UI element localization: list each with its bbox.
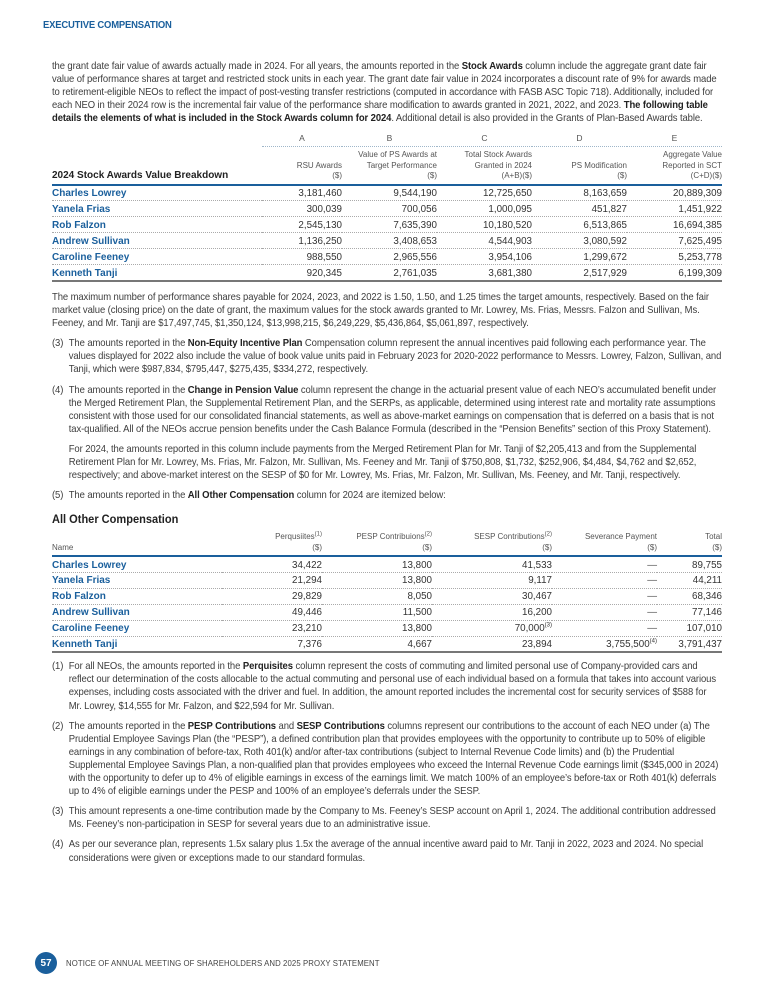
cell-value: 3,791,437 (657, 636, 722, 652)
table-row (52, 201, 722, 217)
cell-value: 16,694,385 (627, 217, 722, 233)
cell-value: — (552, 604, 657, 620)
page-number-badge: 57 (35, 952, 57, 974)
table-row (52, 217, 722, 233)
table-row (52, 572, 722, 588)
cell-value: 49,446 (222, 604, 322, 620)
cell-value: 70,000$^{(3)}$ (432, 620, 552, 636)
column-header: Total ($) (657, 529, 722, 556)
executive-name: Yanela Frias (52, 201, 262, 217)
column-letters-row (52, 133, 722, 147)
cell-value: 1,000,095 (437, 201, 532, 217)
executive-name: Charles Lowrey (52, 556, 222, 572)
cell-value: 300,039 (262, 201, 342, 217)
intro-text: . Additional detail is also provided in the Grants of Plan-Based Awards table. (391, 113, 703, 125)
footnote (52, 660, 722, 712)
table-row (52, 249, 722, 265)
cell-value: 9,544,190 (342, 185, 437, 201)
cell-value: 4,544,903 (437, 233, 532, 249)
cell-value: 7,376 (222, 636, 322, 652)
note-4-subparagraph: For 2024, the amounts reported in this column include payments from the Merged Retirement Plan for Mr. Tanji of $2,205,413 and from the Supplemental Retirement Plan for Mr. Lowrey, Ms. Frias, Mr. Falzon, Mr. Sullivan, Ms. Feeney and Mr. Tanji of $750,808, $1,732, $252,906, $4,484, $4,762 and $2,652, respectively; and above-market interest on the SESP of $0 for Mr. Lowrey, Ms. Frias, Mr. Falzon, Mr. Sullivan, Ms. Feeney, and Mr. Tanji, respectively. (68, 443, 697, 482)
column-header: Total Stock Awards Granted in 2024 (A+B)($) (437, 147, 532, 185)
cell-value: 41,533 (432, 556, 552, 572)
cell-value: 2,761,035 (342, 265, 437, 281)
executive-name: Rob Falzon (52, 588, 222, 604)
footnote-text: Perquisites (242, 661, 293, 673)
intro-paragraph (52, 60, 722, 125)
footer-title: NOTICE OF ANNUAL MEETING OF SHAREHOLDERS AND 2025 PROXY STATEMENT (66, 958, 380, 968)
cell-value: 6,199,309 (627, 265, 722, 281)
column-letter: C (437, 133, 532, 147)
table-row (52, 604, 722, 620)
intro-text: the grant date fair value of awards actually made in 2024. For all years, the amounts reported in the (52, 61, 462, 72)
table-row (52, 185, 722, 201)
cell-value: 9,117 (432, 572, 552, 588)
footnote (52, 720, 722, 799)
footnote-number: (3) (52, 806, 64, 818)
cell-value: 13,800 (322, 556, 432, 572)
executive-name: Rob Falzon (52, 217, 262, 233)
footnote-text: Compensation column represent the annual incentives paid following each performance year. The values displayed for 2022 also include the value of book value units paid in February 2023 for 2020-2022 performance to Messrs. Lowrey, Falzon, Sullivan, and Tanji, which were $987,834, $795,447, $275,435, $334,272, respectively. (68, 338, 722, 376)
footnote-text: The amounts reported in the (68, 384, 188, 396)
cell-value: 3,681,380 (437, 265, 532, 281)
cell-value: 29,829 (222, 588, 322, 604)
cell-value: 451,827 (532, 201, 627, 217)
table-header-row (52, 529, 722, 556)
footnote-number: (5) (52, 490, 64, 502)
footnote-number: (3) (52, 338, 64, 350)
intro-bold: The following table details the elements of what is included in the Stock Awards column for 2024 (52, 100, 708, 125)
table-row (52, 556, 722, 572)
cell-value: 920,345 (262, 265, 342, 281)
cell-value: 11,500 (322, 604, 432, 620)
column-header: SESP Contributions$^{(2)}$ ($) (432, 529, 552, 556)
table-row (52, 620, 722, 636)
executive-name: Kenneth Tanji (52, 265, 262, 281)
footnote (52, 384, 722, 436)
max-shares-paragraph: The maximum number of performance shares payable for 2024, 2023, and 2022 is 1.50, 1.50, and 1.25 times the target amounts, respectively. Based on the fair market value (closing price) on the date of grant, the maximum values for the stock awards granted to Mr. Lowrey, Ms. Frias, Messrs. Falzon and Sullivan, Ms. Feeney, and Mr. Tanji are $17,497,745, $1,350,124, $13,998,215, $6,249,229, $5,436,864, $5,061,897, respectively. (52, 291, 709, 330)
footnote-text: column represent the costs of commuting and limited personal use of Company-provided cars and reflect our determination of the costs allocable to the actual commuting and personal use of each individual based on a formula that takes into account various expenses, including costs associated with the driver and fuel. In addition, the amount reported includes the incremental cost for security services of $588 for Mr. Lowrey, $14,555 for Mr. Falzon, and $22,594 for Mr. Sullivan. (68, 661, 716, 712)
cell-value: 20,889,309 (627, 185, 722, 201)
cell-value: 1,299,672 (532, 249, 627, 265)
cell-value: 2,965,556 (342, 249, 437, 265)
footnote-text: column for 2024 are itemized below: (294, 490, 446, 502)
cell-value: 16,200 (432, 604, 552, 620)
footnote-text: column represent the change in the actuarial present value of each NEO’s accumulated benefit under the Merged Retirement Plan, the Supplemental Retirement Plan, and the SERPs, as applicable, determined using interest rate and mortality rate assumptions consistent with those used for our consolidated financial statements, as well as above-market earnings on compensation that is deferred on a basis that is not tax-qualified. All of the NEOs accrue pension benefits under the Cash Balance Formula (described in the “Pension Benefits” section of this Proxy Statement). (68, 384, 717, 435)
footnote (52, 805, 722, 831)
column-header: RSU Awards ($) (262, 147, 342, 185)
name-column-header: Name (52, 529, 222, 556)
footnote-number: (4) (52, 384, 64, 396)
cell-value: — (552, 572, 657, 588)
table-row (52, 265, 722, 281)
all-other-comp-title: All Other Compensation (52, 512, 179, 527)
cell-value: 13,800 (322, 572, 432, 588)
cell-value: 21,294 (222, 572, 322, 588)
cell-value: 4,667 (322, 636, 432, 652)
cell-value: 13,800 (322, 620, 432, 636)
footnote (52, 337, 722, 376)
cell-value: 8,050 (322, 588, 432, 604)
executive-name: Andrew Sullivan (52, 233, 262, 249)
footnote-number: (1) (52, 661, 64, 673)
cell-value: 3,080,592 (532, 233, 627, 249)
footnote-ref: (3) (544, 623, 552, 630)
table-row (52, 588, 722, 604)
cell-value: 3,954,106 (437, 249, 532, 265)
executive-name: Caroline Feeney (52, 620, 222, 636)
table-row (52, 636, 722, 652)
cell-value: 1,136,250 (262, 233, 342, 249)
cell-value: 34,422 (222, 556, 322, 572)
column-header: PS Modification ($) (532, 147, 627, 185)
column-header: Severance Payment ($) (552, 529, 657, 556)
executive-name: Yanela Frias (52, 572, 222, 588)
cell-value: 107,010 (657, 620, 722, 636)
cell-value: 77,146 (657, 604, 722, 620)
cell-value: 12,725,650 (437, 185, 532, 201)
cell-value: 3,408,653 (342, 233, 437, 249)
footnote-text: SESP Contributions (296, 720, 385, 732)
footnote-text: PESP Contributions (187, 720, 276, 732)
intro-bold: Stock Awards (461, 61, 523, 72)
footnote (52, 838, 722, 864)
footnote-text: columns represent our contributions to the account of each NEO under (a) The Prudential Employee Savings Plan (the “PESP”), a defined contribution plan that provides employees with the opportunity to contribute up to 50% of eligible earnings in any combination of before-tax, Roth 401(k) and/or after-tax contributions (subject to Internal Revenue Code limits) and (b) the Prudential Supplemental Employee Savings Plan, a non-qualified plan that provides employees who exceed the Internal Revenue Code earnings limit ($345,000 in 2024) with the opportunity to defer up to 4% of eligible earnings in excess of the earnings limit. We match 100% of an employee’s before-tax or Roth 401(k) deferrals up to 4% of eligible earnings under the PESP and 100% of an employee’s deferrals under the SESP. (68, 720, 719, 798)
table-header-row (52, 147, 722, 185)
column-letter: D (532, 133, 627, 147)
cell-value: — (552, 556, 657, 572)
column-letter: A (262, 133, 342, 147)
executive-name: Charles Lowrey (52, 185, 262, 201)
cell-value: 10,180,520 (437, 217, 532, 233)
footnote-5 (52, 489, 722, 502)
cell-value: 89,755 (657, 556, 722, 572)
cell-value: 6,513,865 (532, 217, 627, 233)
cell-value: 1,451,922 (627, 201, 722, 217)
cell-value: 2,545,130 (262, 217, 342, 233)
footnote-text: This amount represents a one-time contribution made by the Company to Ms. Feeney’s SESP account on April 1, 2024. The additional contribution addressed Ms. Feeney’s non-participation in SESP for several years due to an administrative issue. (68, 806, 716, 831)
intro-text: column include the aggregate grant date fair value of performance shares at target and restricted stock units in each year. The grant date fair value in 2024 incorporates a discount rate of 9% for awards made to retirement-eligible NEOs to reflect the impact of post-vesting transfer restrictions (computed in accordance with FASB ASC Topic 718). Additionally, included for each NEO in their 2024 row is the incremental fair value of the performance share modification to awards granted in 2021, 2022, and 2023. (52, 61, 717, 112)
cell-value: 700,056 (342, 201, 437, 217)
footnote-text: and (275, 720, 297, 732)
section-label: EXECUTIVE COMPENSATION (43, 19, 172, 31)
cell-value: 23,210 (222, 620, 322, 636)
column-header: Aggregate Value Reported in SCT (C+D)($) (627, 147, 722, 185)
column-letter: B (342, 133, 437, 147)
footnote-text: The amounts reported in the (68, 490, 188, 502)
footnote-number: (2) (52, 720, 64, 732)
all-other-comp-table (52, 529, 722, 653)
stock-awards-table (52, 133, 722, 282)
table-row (52, 233, 722, 249)
cell-value: 44,211 (657, 572, 722, 588)
column-header: PESP Contribuions$^{(2)}$ ($) (322, 529, 432, 556)
footnote-text: For all NEOs, the amounts reported in the (68, 661, 243, 673)
footnote-text: The amounts reported in the (68, 720, 188, 732)
cell-value: 7,635,390 (342, 217, 437, 233)
cell-value: 2,517,929 (532, 265, 627, 281)
cell-value: 7,625,495 (627, 233, 722, 249)
cell-value: 68,346 (657, 588, 722, 604)
table-title: 2024 Stock Awards Value Breakdown (52, 147, 262, 185)
cell-value: 988,550 (262, 249, 342, 265)
cell-value: 8,163,659 (532, 185, 627, 201)
footnote-text: The amounts reported in the (68, 338, 188, 350)
page-footer (35, 952, 396, 974)
cell-value: — (552, 620, 657, 636)
executive-name: Caroline Feeney (52, 249, 262, 265)
executive-name: Andrew Sullivan (52, 604, 222, 620)
footnote-ref: (4) (649, 638, 657, 645)
footnote-text: As per our severance plan, represents 1.5x salary plus 1.5x the average of the annual incentive award paid to Mr. Tanji in 2022, 2023 and 2024. No special considerations were given or exceptions made to our standard formulas. (68, 839, 704, 864)
cell-value: 23,894 (432, 636, 552, 652)
column-letter: E (627, 133, 722, 147)
footnote-bold: Change in Pension Value (187, 384, 299, 396)
footnote-number: (4) (52, 839, 64, 851)
footnote-bold: All Other Compensation (187, 490, 295, 502)
cell-value: 3,755,500$^{(4)}$ (552, 636, 657, 652)
cell-value: 3,181,460 (262, 185, 342, 201)
executive-name: Kenneth Tanji (52, 636, 222, 652)
cell-value: — (552, 588, 657, 604)
cell-value: 5,253,778 (627, 249, 722, 265)
page-content (52, 60, 722, 865)
column-header: Value of PS Awards at Target Performance ($) (342, 147, 437, 185)
column-header: Perqusiites$^{(1)}$ ($) (222, 529, 322, 556)
cell-value: 30,467 (432, 588, 552, 604)
footnote-bold: Non-Equity Incentive Plan (187, 338, 303, 350)
